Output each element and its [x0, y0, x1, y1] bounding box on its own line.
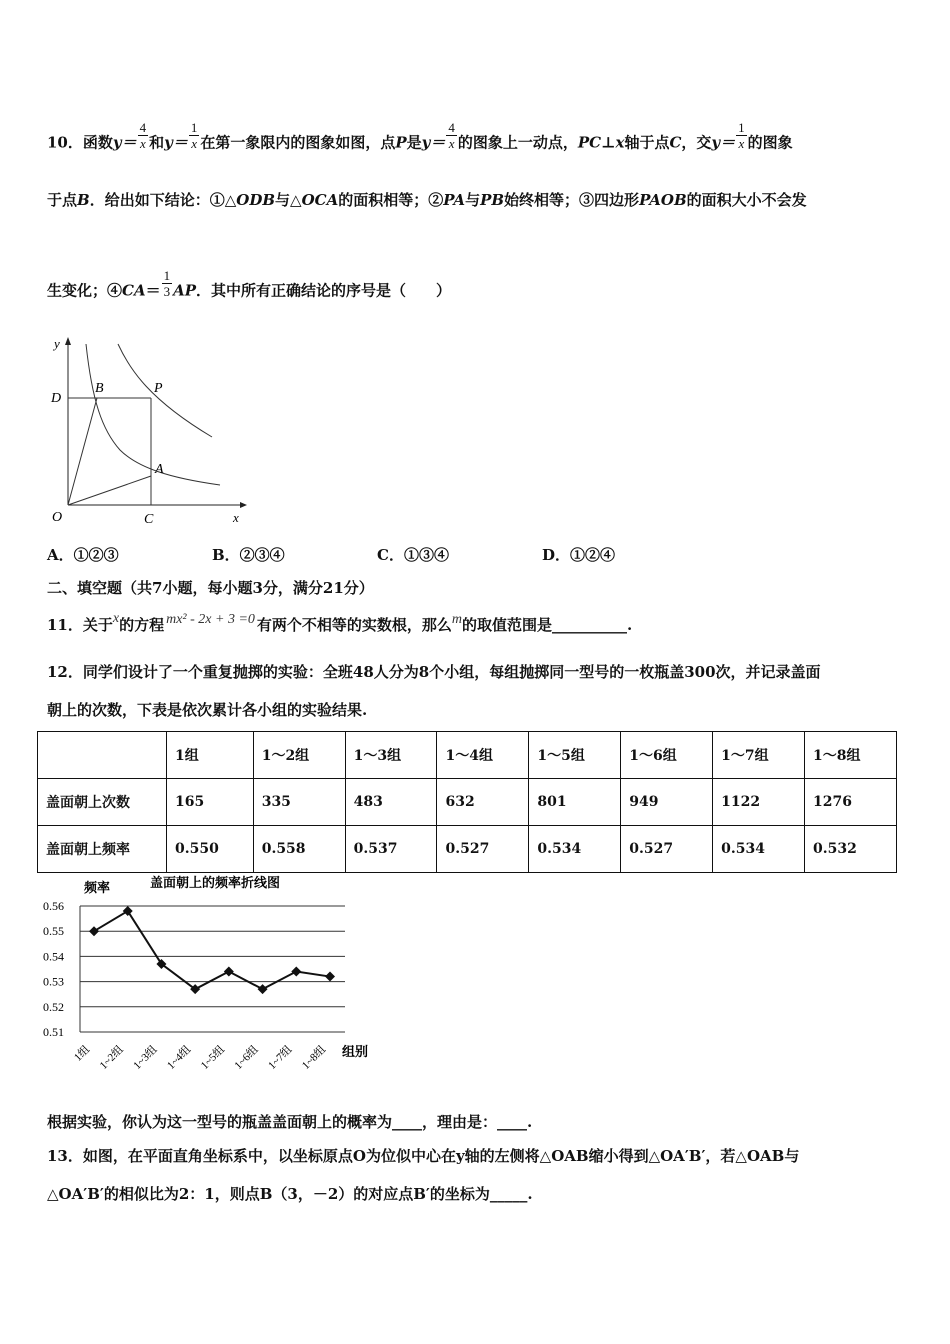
x-axis-label: x: [233, 510, 239, 525]
data-point: [123, 906, 133, 916]
q10-line-3: 生变化；④CA＝ $\frac{1}{3}$ AP．其中所有正确结论的序号是（ ）: [47, 268, 452, 300]
data-point: [224, 967, 234, 977]
table-header-row: [38, 732, 897, 779]
table-header-cell: 1～7组: [713, 732, 805, 779]
q12-line-2: 朝上的次数，下表是依次累计各小组的实验结果.: [47, 701, 368, 719]
table-cell: 0.550: [167, 826, 254, 873]
curve-y-4-over-x: [118, 344, 212, 437]
table-row: [38, 826, 897, 873]
table-row: [38, 779, 897, 826]
q11-line: 11．关于x的方程 mx² - 2x + 3 =0 有两个不相等的实数根，那么m的取值范围是__________.: [47, 611, 633, 634]
table-cell: 0.558: [253, 826, 345, 873]
data-point: [89, 926, 99, 936]
table-header-cell: 1～4组: [437, 732, 529, 779]
x-tick-label: 1~2组: [97, 1043, 126, 1072]
curve-y-1-over-x: [86, 344, 220, 485]
y-tick-label: 0.54: [43, 949, 64, 964]
table-cell: 0.532: [805, 826, 897, 873]
table-cell: 335: [253, 779, 345, 826]
x-tick-label: 1组: [71, 1043, 93, 1064]
point-D-label: D: [51, 391, 62, 406]
fraction-1-over-3: $\frac{1}{3}$: [163, 268, 171, 299]
y-tick-label: 0.56: [43, 899, 64, 913]
table-cell: 0.534: [529, 826, 621, 873]
q10-line-1: 10．函数y＝ $\frac{4}{x}$ 和y＝ $\frac{1}{x}$ 在第一象限内的图象如图，点P是y＝ $\frac{4}{x}$ 的图象上一动点，PC⊥x轴于点C，交y＝ $\frac{1}{x}$ 的图象: [47, 120, 793, 152]
x-tick-label: 1~3组: [131, 1043, 160, 1072]
x-tick-label: 1~4组: [165, 1043, 194, 1072]
table-cell: 801: [529, 779, 621, 826]
chart-x-label: 组别: [342, 1044, 369, 1059]
x-tick-label: 1~6组: [232, 1043, 261, 1072]
y-axis-arrow: [65, 337, 71, 345]
point-P-label: P: [154, 381, 163, 396]
table-header-cell: [38, 732, 167, 779]
x-tick-label: 1~8组: [299, 1043, 329, 1072]
series-line: [94, 911, 330, 989]
data-point: [325, 972, 335, 982]
choice-a[interactable]: A．①②③: [47, 546, 119, 564]
table-header-cell: 1组: [167, 732, 254, 779]
chart-title: 盖面朝上的频率折线图: [150, 875, 281, 890]
x-tick-label: 1~5组: [198, 1043, 227, 1072]
table-cell: 0.534: [713, 826, 805, 873]
point-O-label: O: [52, 510, 63, 525]
fraction-4-over-x: $\frac{4}{x}$: [448, 120, 455, 151]
y-tick-label: 0.52: [43, 999, 64, 1014]
segment-OB: [68, 398, 97, 505]
table-cell: 1276: [805, 779, 897, 826]
table-row-label: 盖面朝上次数: [38, 779, 167, 826]
table-cell: 0.527: [621, 826, 713, 873]
frequency-line-chart: [40, 874, 380, 1096]
choice-d[interactable]: D．①②④: [542, 546, 616, 564]
segment-OA: [68, 476, 151, 505]
q12-line-1: 12．同学们设计了一个重复抛掷的实验：全班48人分为8个小组，每组抛掷同一型号的一枚瓶盖300次，并记录盖面: [47, 663, 821, 681]
choice-c[interactable]: C．①③④: [377, 546, 449, 564]
table-header-cell: 1～2组: [253, 732, 345, 779]
fraction-1-over-x: $\frac{1}{x}$: [738, 120, 745, 151]
table-cell: 165: [167, 779, 254, 826]
table-row-label: 盖面朝上频率: [38, 826, 167, 873]
frequency-table: [37, 731, 897, 873]
fraction-4-over-x: $\frac{4}{x}$: [139, 120, 147, 151]
x-tick-label: 1~7组: [266, 1043, 295, 1072]
q13-line-1: 13．如图，在平面直角坐标系中，以坐标原点O为位似中心在y轴的左侧将△OAB缩小得到△OA′B′，若△OAB与: [47, 1147, 800, 1165]
point-A-label: A: [155, 462, 164, 477]
table-cell: 483: [345, 779, 437, 826]
q10-function-graph: [40, 330, 255, 530]
q10-line-2: 于点B．给出如下结论：①△ODB与△OCA的面积相等；②PA与PB始终相等；③四边形PAOB的面积大小不会发: [47, 191, 807, 209]
q11-equation: mx² - 2x + 3 =0: [166, 612, 255, 627]
data-point: [291, 967, 301, 977]
y-axis-label: y: [54, 336, 60, 351]
table-header-cell: 1～3组: [345, 732, 437, 779]
table-cell: 949: [621, 779, 713, 826]
fraction-1-over-x: $\frac{1}{x}$: [190, 120, 198, 151]
chart-y-label: 频率: [84, 880, 111, 895]
table-header-cell: 1～5组: [529, 732, 621, 779]
q13-line-2: △OA′B′的相似比为2：1，则点B（3，－2）的对应点B′的坐标为_____.: [47, 1185, 533, 1203]
choice-b[interactable]: B．②③④: [212, 546, 285, 564]
x-axis-arrow: [240, 502, 247, 508]
point-C-label: C: [144, 512, 154, 527]
y-tick-label: 0.55: [43, 924, 64, 939]
section-2-heading: 二、填空题（共7小题，每小题3分，满分21分）: [47, 579, 374, 597]
point-B-label: B: [95, 381, 104, 396]
table-cell: 0.537: [345, 826, 437, 873]
y-tick-label: 0.53: [43, 974, 64, 989]
table-header-cell: 1～6组: [621, 732, 713, 779]
y-tick-label: 0.51: [43, 1025, 64, 1039]
table-cell: 632: [437, 779, 529, 826]
table-cell: 1122: [713, 779, 805, 826]
table-cell: 0.527: [437, 826, 529, 873]
data-point: [258, 984, 268, 994]
q12-answer-line: 根据实验，你认为这一型号的瓶盖盖面朝上的概率为____，理由是：____.: [47, 1113, 533, 1131]
table-header-cell: 1～8组: [805, 732, 897, 779]
